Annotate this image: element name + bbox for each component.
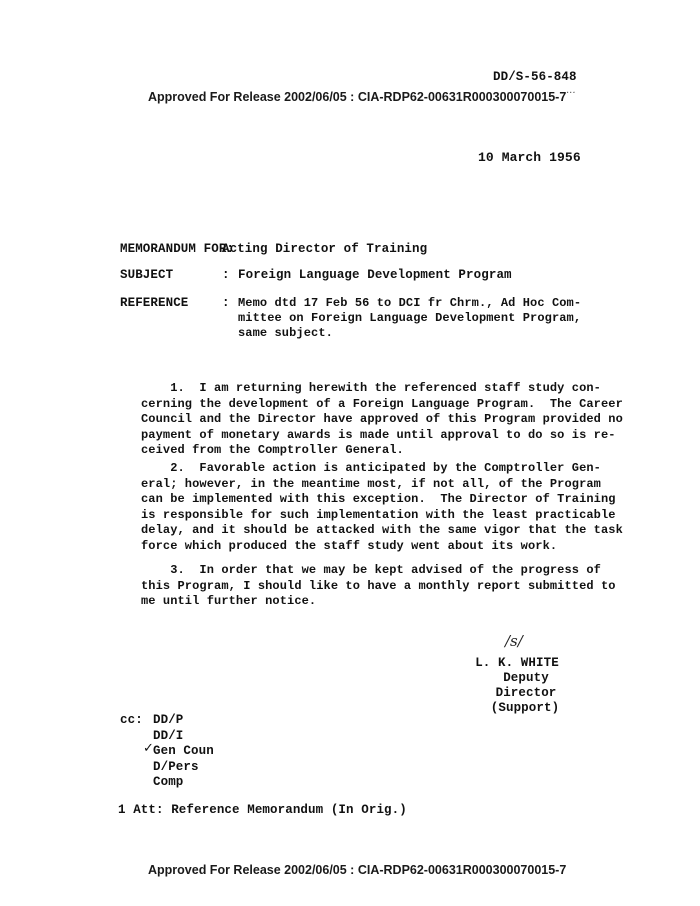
signature-block — [441, 656, 571, 716]
signer-title: Deputy Director — [495, 671, 557, 700]
approval-stamp-bottom: Approved For Release 2002/06/05 : CIA-RDP62-00631R000300070015-7 — [148, 863, 567, 877]
check-mark-icon: ✓ — [143, 741, 154, 756]
reference-row — [120, 296, 238, 310]
paragraph-1: 1. I am returning herewith the referenced staff study con- cerning the development of a Foreign Language Program. The Career Council and the Director have approved of this Program provided no payment of monetary awards is made until approval to do so is re- ceived from the Comptroller General. — [141, 381, 623, 457]
paragraph-3: 3. In order that we may be kept advised of the progress of this Program, I should like to have a monthly report submitted to me until further notice. — [141, 563, 616, 608]
cc-label: cc: — [120, 713, 143, 727]
memo-for-label: MEMORANDUM FOR: — [120, 242, 235, 256]
memo-date: 10 March 1956 — [478, 150, 581, 165]
paragraph-2: 2. Favorable action is anticipated by the Comptroller Gen- eral; however, in the meantime most, if not all, of the Program can be implemented with this exception. The Director of Training is responsible for such implementation with the least practicable delay, and it should be attacked with the same vigor that the task force which produced the staff study went about its work. — [141, 461, 623, 553]
signer-name: L. K. WHITE — [475, 656, 559, 670]
cc-recipients: DD/P DD/I Gen Coun D/Pers Comp — [153, 713, 214, 789]
subject-row — [120, 268, 512, 282]
handwritten-signature-mark: /s/ — [505, 632, 523, 650]
reference-colon: : — [222, 296, 230, 310]
subject-value: Foreign Language Development Program — [238, 268, 512, 282]
signer-subtitle: (Support) — [490, 701, 560, 715]
subject-colon: : — [222, 268, 230, 282]
memo-for-value: Acting Director of Training — [222, 242, 428, 256]
attachment-line: 1 Att: Reference Memorandum (In Orig.) — [118, 803, 407, 817]
approval-stamp-top: Approved For Release 2002/06/05 : CIA-RDP62-00631R000300070015-7 — [148, 90, 567, 104]
pencil-mark: ··· — [566, 88, 576, 99]
reference-label: REFERENCE — [120, 296, 189, 310]
reference-value: Memo dtd 17 Feb 56 to DCI fr Chrm., Ad Hoc Com- mittee on Foreign Language Development Program, same subject. — [238, 296, 582, 340]
memo-for-row — [120, 242, 427, 256]
subject-label: SUBJECT — [120, 268, 174, 282]
document-number: DD/S-56-848 — [493, 70, 577, 84]
